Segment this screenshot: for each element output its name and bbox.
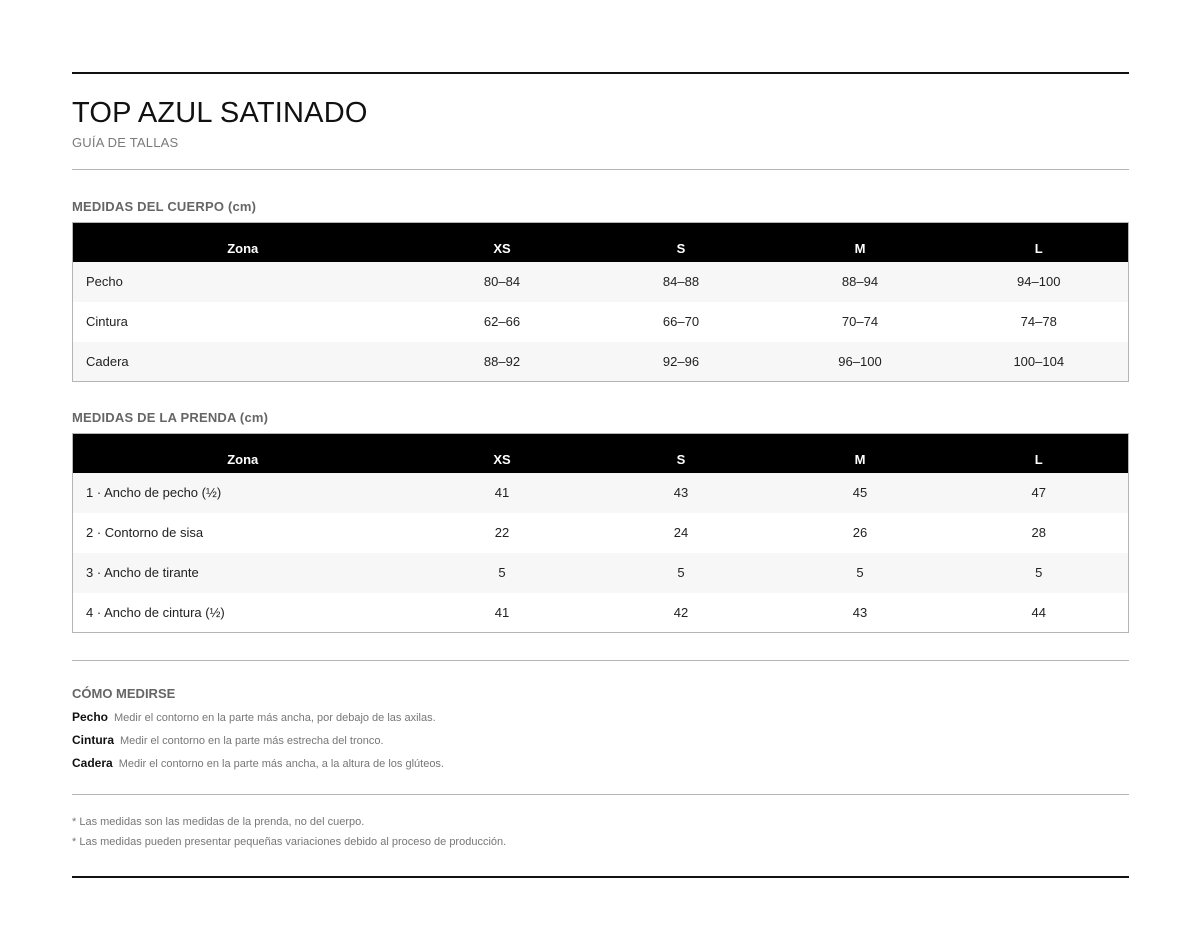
table-row <box>73 473 1129 513</box>
cell-xs: 62–66 <box>483 314 521 329</box>
header-zona: Zona <box>227 240 259 256</box>
table-header-row <box>73 434 1129 473</box>
table-row <box>73 593 1129 633</box>
body-measurements-table <box>72 222 1129 382</box>
table-header-row <box>73 223 1129 262</box>
cell-s: 66–70 <box>662 314 700 329</box>
header-l: L <box>1034 451 1043 467</box>
header-s: S <box>676 240 686 256</box>
how-to-key: Pecho <box>72 710 109 724</box>
cell-l: 5 <box>1035 565 1043 580</box>
cell-s: 84–88 <box>662 274 700 289</box>
header-divider <box>72 169 1129 170</box>
row-zone: 1 · Ancho de pecho (½) <box>86 485 222 500</box>
note: * Las medidas pueden presentar pequeñas variaciones debido al proceso de producción. <box>72 836 507 848</box>
cell-l: 100–104 <box>1013 353 1065 369</box>
table-row <box>73 513 1129 553</box>
table-row <box>73 302 1129 342</box>
cell-m: 70–74 <box>841 314 879 329</box>
header-l: L <box>1034 240 1043 256</box>
cell-xs: 80–84 <box>483 274 521 289</box>
row-zone: 3 · Ancho de tirante <box>86 565 199 580</box>
cell-l: 28 <box>1031 525 1046 540</box>
header-s: S <box>676 451 686 467</box>
size-guide-page <box>72 72 1129 878</box>
row-zone: 4 · Ancho de cintura (½) <box>86 604 225 620</box>
table-row <box>73 342 1129 382</box>
cell-m: 88–94 <box>841 274 879 289</box>
how-to-key: Cintura <box>72 733 114 747</box>
cell-s: 24 <box>673 525 689 540</box>
notes-divider <box>72 794 1129 795</box>
table-row <box>73 262 1129 302</box>
cell-s: 43 <box>673 485 689 500</box>
table-row <box>73 553 1129 593</box>
cell-m: 96–100 <box>838 353 882 369</box>
how-to-item <box>72 709 1129 726</box>
how-to-item <box>72 732 1129 749</box>
garment-measurements-table <box>72 433 1129 633</box>
cell-l: 44 <box>1031 604 1046 620</box>
header-xs: XS <box>493 451 511 467</box>
how-to-item <box>72 755 1129 772</box>
row-zone: Cadera <box>86 353 129 369</box>
how-to-title: CÓMO MEDIRSE <box>72 686 176 701</box>
how-to-text: Medir el contorno en la parte más estrecha del tronco. <box>120 735 384 747</box>
header-zona: Zona <box>227 451 259 467</box>
header-xs: XS <box>493 240 511 256</box>
cell-m: 45 <box>852 485 868 500</box>
cell-xs: 41 <box>494 604 510 620</box>
cell-xs: 5 <box>498 565 506 580</box>
cell-s: 92–96 <box>662 353 700 369</box>
cell-l: 74–78 <box>1020 314 1057 329</box>
cell-xs: 41 <box>494 485 510 500</box>
row-zone: 2 · Contorno de sisa <box>86 525 204 540</box>
cell-xs: 88–92 <box>483 353 521 369</box>
cell-l: 47 <box>1031 485 1046 500</box>
body-measurements-label: MEDIDAS DEL CUERPO (cm) <box>72 199 257 214</box>
bottom-divider <box>72 876 1129 878</box>
cell-l: 94–100 <box>1017 274 1061 289</box>
how-to-key: Cadera <box>72 756 113 770</box>
section-divider <box>72 660 1129 661</box>
cell-m: 43 <box>852 604 868 620</box>
garment-measurements-label: MEDIDAS DE LA PRENDA (cm) <box>72 410 269 425</box>
page-subtitle: GUÍA DE TALLAS <box>72 135 179 150</box>
how-to-text: Medir el contorno en la parte más ancha, por debajo de las axilas. <box>114 712 436 724</box>
header-m: M <box>854 240 866 256</box>
header-m: M <box>854 451 866 467</box>
note: * Las medidas son las medidas de la prenda, no del cuerpo. <box>72 816 365 828</box>
how-to-text: Medir el contorno en la parte más ancha, a la altura de los glúteos. <box>118 758 444 770</box>
cell-s: 5 <box>677 565 685 580</box>
cell-m: 26 <box>852 525 868 540</box>
cell-m: 5 <box>856 565 864 580</box>
cell-s: 42 <box>673 604 689 620</box>
cell-xs: 22 <box>494 525 510 540</box>
row-zone: Pecho <box>86 274 123 289</box>
page-title: TOP AZUL SATINADO <box>72 97 368 129</box>
top-divider <box>72 72 1129 74</box>
row-zone: Cintura <box>86 314 128 329</box>
